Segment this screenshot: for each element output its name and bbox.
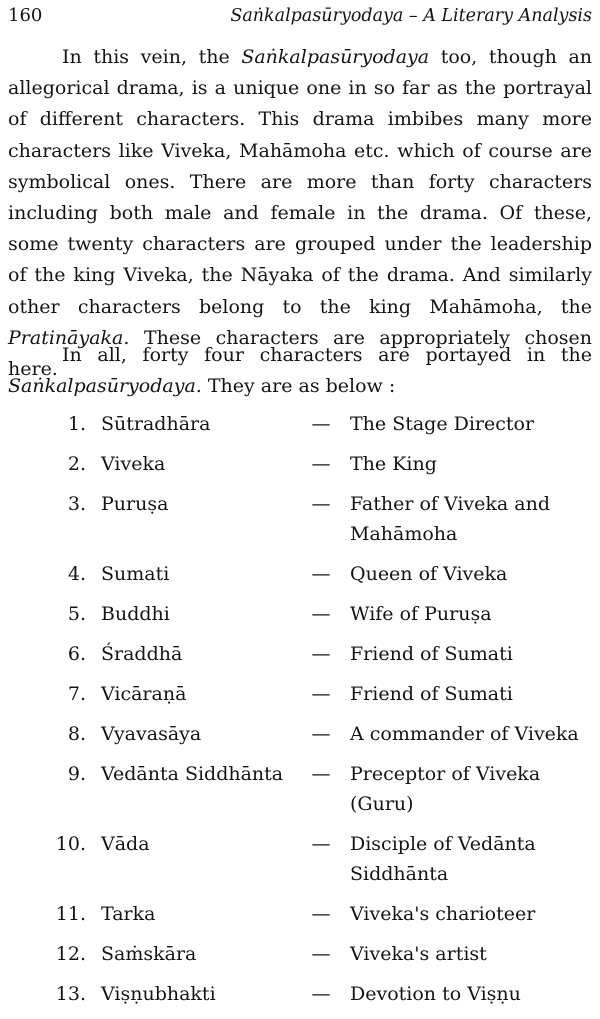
list-item: [0, 899, 600, 929]
character-description: Queen of Viveka: [350, 563, 508, 585]
list-item: [0, 679, 600, 709]
character-list: [0, 409, 600, 1019]
character-name: Vicāraṇā: [101, 683, 187, 705]
character-description: Wife of Puruṣa: [350, 603, 492, 625]
character-description: Disciple of Vedānta Siddhānta: [350, 833, 536, 885]
list-item: [0, 829, 600, 889]
p1-title-italic: Saṅkalpasūryodaya: [241, 46, 430, 68]
item-number: 5.: [67, 603, 86, 625]
character-description: Friend of Sumati: [350, 683, 513, 705]
item-number: 9.: [67, 763, 86, 785]
item-number: 7.: [67, 683, 86, 705]
p2-text-a: In all, forty four characters are portayed in the: [62, 344, 592, 366]
em-dash: —: [311, 643, 331, 665]
em-dash: —: [311, 943, 331, 965]
item-number: 2.: [67, 453, 86, 475]
character-name: Tarka: [101, 903, 156, 925]
em-dash: —: [311, 603, 331, 625]
character-name: Vyavasāya: [101, 723, 202, 745]
p1-text-a: In this vein, the: [62, 46, 242, 68]
character-name: Buddhi: [101, 603, 170, 625]
em-dash: —: [311, 683, 331, 705]
list-item: [0, 719, 600, 749]
character-name: Puruṣa: [101, 493, 169, 515]
list-item: [0, 449, 600, 479]
em-dash: —: [311, 563, 331, 585]
character-name: Sumati: [101, 563, 170, 585]
p2-text-c: . They are as below :: [195, 375, 396, 398]
list-item: [0, 599, 600, 629]
character-description: The King: [350, 453, 437, 475]
list-intro-paragraph: [8, 340, 592, 402]
list-item: [0, 759, 600, 819]
em-dash: —: [311, 493, 331, 515]
p2-title-italic: Saṅkalpasūryodaya: [8, 375, 196, 398]
item-number: 3.: [67, 493, 86, 515]
list-item: [0, 489, 600, 549]
character-name: Sūtradhāra: [101, 413, 211, 435]
character-name: Vāda: [101, 833, 150, 855]
character-description: A commander of Viveka: [350, 723, 579, 745]
list-item: [0, 639, 600, 669]
em-dash: —: [311, 453, 331, 475]
em-dash: —: [311, 723, 331, 745]
character-name: Śraddhā: [101, 643, 183, 665]
p1-pratinayaka-italic: Pratināyaka: [8, 326, 124, 349]
p1-text-e: . These characters are appropriately chosen here.: [8, 326, 592, 381]
em-dash: —: [311, 903, 331, 925]
em-dash: —: [311, 833, 331, 855]
em-dash: —: [311, 763, 331, 785]
running-title: Saṅkalpasūryodaya – A Literary Analysis: [230, 6, 592, 26]
list-item: [0, 979, 600, 1009]
p1-text-c: too, though an allegorical drama, is a unique one in so far as the portrayal of different characters. This drama imbibes many more characters like Viveka, Mahāmoha etc. which of course are symbolical ones. There are more than forty characters including both male and female in the drama. Of these, some twenty characters are grouped under the leadership of the king Viveka, the Nāyaka of the drama. And similarly other characters belong to the king Mahāmoha, the: [8, 46, 593, 318]
character-name: Viṣṇubhakti: [101, 983, 216, 1005]
item-number: 6.: [67, 643, 86, 665]
character-description: Father of Viveka and Mahāmoha: [350, 493, 551, 545]
character-name: Viveka: [101, 453, 166, 475]
character-description: Friend of Sumati: [350, 643, 513, 665]
intro-paragraph: [8, 42, 592, 385]
character-description: Devotion to Viṣṇu: [350, 983, 521, 1005]
item-number: 8.: [67, 723, 86, 745]
list-item: [0, 939, 600, 969]
item-number: 12.: [55, 943, 86, 965]
page-number: 160: [8, 5, 43, 26]
item-number: 13.: [55, 983, 86, 1005]
item-number: 11.: [55, 903, 86, 925]
character-description: The Stage Director: [350, 413, 535, 435]
item-number: 1.: [67, 413, 86, 435]
character-description: Viveka's artist: [350, 943, 487, 965]
em-dash: —: [311, 413, 331, 435]
em-dash: —: [311, 983, 331, 1005]
character-description: Preceptor of Viveka (Guru): [350, 763, 541, 815]
character-description: Viveka's charioteer: [350, 903, 536, 925]
item-number: 4.: [67, 563, 86, 585]
character-name: Saṁskāra: [101, 943, 197, 965]
list-item: [0, 559, 600, 589]
list-item: [0, 409, 600, 439]
character-name: Vedānta Siddhānta: [101, 763, 284, 785]
item-number: 10.: [55, 833, 86, 855]
running-head: [8, 4, 592, 28]
